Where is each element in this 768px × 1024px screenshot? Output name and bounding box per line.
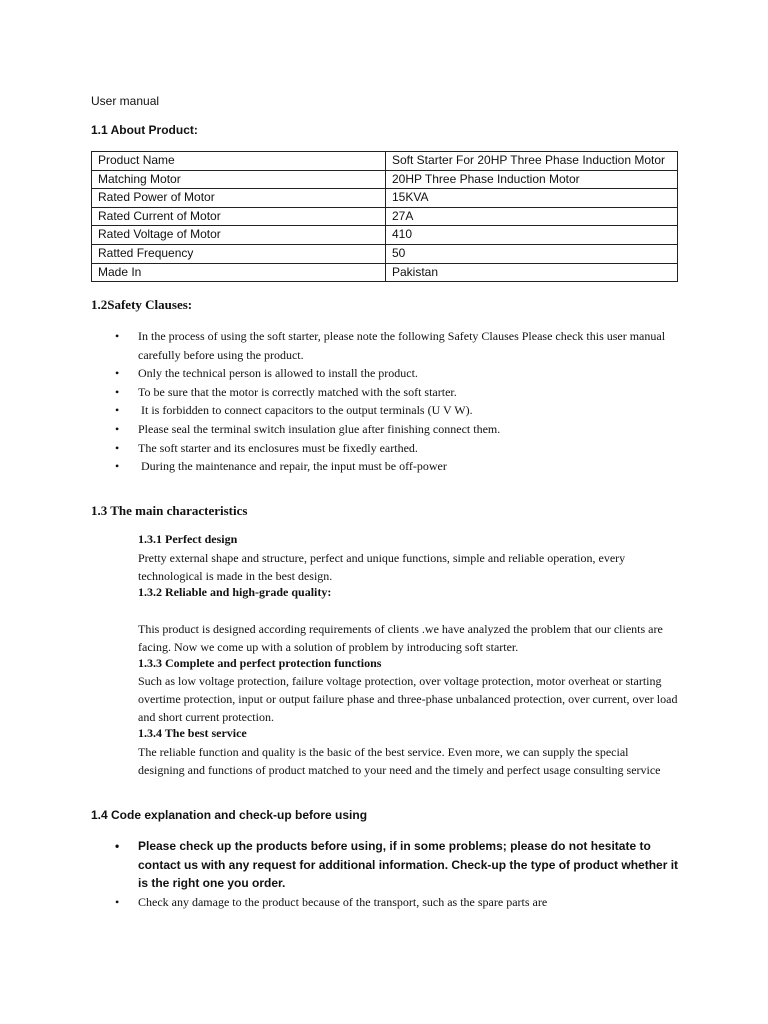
spec-value: 20HP Three Phase Induction Motor <box>386 170 678 189</box>
list-item <box>91 401 691 420</box>
spec-value: 27A <box>386 207 678 226</box>
spec-label: Ratted Frequency <box>92 244 386 263</box>
list-item <box>91 383 691 402</box>
spec-label: Product Name <box>92 152 386 171</box>
bullet-icon: • <box>115 366 120 381</box>
list-item <box>91 893 691 912</box>
list-item-text: It is forbidden to connect capacitors to the output terminals (U V W). <box>138 403 473 418</box>
safety-clauses-heading: 1.2Safety Clauses: <box>91 297 193 312</box>
list-item-text: In the process of using the soft starter, please note the following Safety Clauses Please check this user manual carefully before using the product. <box>138 329 666 362</box>
spec-value: Soft Starter For 20HP Three Phase Induction Motor <box>386 152 678 171</box>
bullet-icon: • <box>115 440 120 455</box>
bullet-icon: • <box>115 421 120 436</box>
subsection-text: The reliable function and quality is the basic of the best service. Even more, we can supply the special designing and functions of product matched to your need and the timely and perfect usage consulting service <box>138 745 661 778</box>
list-item <box>91 327 691 364</box>
spec-label: Made In <box>92 263 386 282</box>
product-spec-table <box>91 151 678 282</box>
spec-label: Rated Power of Motor <box>92 189 386 208</box>
spec-label: Matching Motor <box>92 170 386 189</box>
list-item <box>91 420 691 439</box>
bullet-icon: • <box>115 384 120 399</box>
list-item-text: Only the technical person is allowed to install the product. <box>138 366 418 381</box>
list-item-text: To be sure that the motor is correctly matched with the soft starter. <box>138 384 457 399</box>
spec-label: Rated Current of Motor <box>92 207 386 226</box>
spec-label: Rated Voltage of Motor <box>92 226 386 245</box>
spec-value: 50 <box>386 244 678 263</box>
spec-value: 410 <box>386 226 678 245</box>
spec-value: Pakistan <box>386 263 678 282</box>
list-item-text: During the maintenance and repair, the input must be off-power <box>138 459 447 474</box>
list-item <box>91 364 691 383</box>
table-row <box>92 170 678 189</box>
list-item-text: Check any damage to the product because of the transport, such as the spare parts are <box>138 894 548 909</box>
document-title: User manual <box>91 94 160 108</box>
bullet-icon: • <box>115 839 120 853</box>
list-item-text: Please seal the terminal switch insulation glue after finishing connect them. <box>138 421 501 436</box>
subsection-text: Such as low voltage protection, failure voltage protection, over voltage protection, motor overheat or starting overtime protection, input or output failure phase and three-phase unbalanced protection, over current, over load and short current protection. <box>138 674 678 725</box>
subsection-text: Pretty external shape and structure, perfect and unique functions, simple and reliable operation, every technological is made in the best design. <box>138 551 626 584</box>
bullet-icon: • <box>115 459 120 474</box>
subsection-title: 1.3.3 Complete and perfect protection functions <box>138 656 382 670</box>
spec-value: 15KVA <box>386 189 678 208</box>
subsection-text: This product is designed according requirements of clients .we have analyzed the problem that our clients are facing. Now we come up with a solution of problem by introducing soft starter. <box>138 622 663 655</box>
list-item <box>91 439 691 458</box>
bullet-icon: • <box>115 329 120 343</box>
list-item-text: The soft starter and its enclosures must be fixedly earthed. <box>138 440 418 455</box>
safety-clauses-list <box>91 327 691 476</box>
table-row <box>92 263 678 282</box>
table-row <box>92 189 678 208</box>
about-product-heading: 1.1 About Product: <box>91 123 198 137</box>
table-row <box>92 152 678 171</box>
list-item-text: Please check up the products before using, if in some problems; please do not hesitate to contact us with any request for additional information. Check-up the type of product whether it is the right one you order. <box>138 839 679 891</box>
bullet-icon: • <box>115 403 120 418</box>
table-row <box>92 226 678 245</box>
main-characteristics-heading: 1.3 The main characteristics <box>91 503 248 518</box>
code-checkup-list <box>91 837 691 911</box>
list-item <box>91 457 691 476</box>
subsection-title: 1.3.4 The best service <box>138 726 247 740</box>
list-item <box>91 837 691 893</box>
table-row <box>92 207 678 226</box>
subsection-title: 1.3.1 Perfect design <box>138 532 238 546</box>
subsection-title: 1.3.2 Reliable and high-grade quality: <box>138 585 332 599</box>
bullet-icon: • <box>115 894 120 909</box>
code-explanation-heading: 1.4 Code explanation and check-up before using <box>91 808 368 822</box>
table-row <box>92 244 678 263</box>
